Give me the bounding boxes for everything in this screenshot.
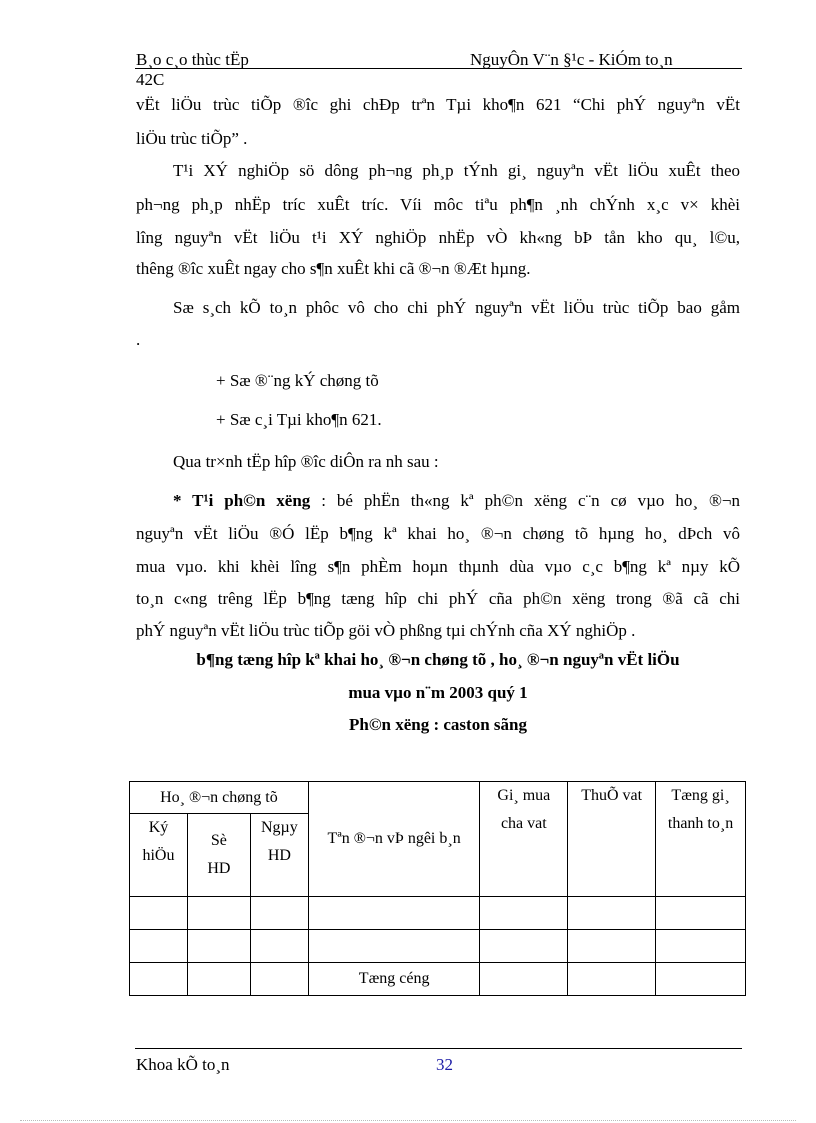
- paragraph-5-line-4: to¸n c«ng trêng lËp b¶ng tæng hîp chi phÝ cña ph©n xëng trong ®ã cã chi: [136, 589, 740, 608]
- paragraph-3-line-1: Sæ s¸ch kÕ to¸n phôc vô cho chi phÝ nguyªn vËt liÖu trùc tiÕp bao gåm: [173, 298, 740, 317]
- list-item-1: + Sæ ®¨ng kÝ chøng tõ: [216, 371, 379, 390]
- header-right: NguyÔn V¨n §¹c - KiÓm to¸n: [470, 50, 673, 69]
- header-symbol: Ký hiÖu: [130, 814, 188, 897]
- total-label: Tæng céng: [308, 963, 480, 996]
- table-total-row: [130, 963, 746, 996]
- header-divider: [135, 68, 742, 69]
- paragraph-5-line-3: mua vµo. khi khèi lîng s¶n phÈm hoµn thµnh dùa vµo c¸c b¶ng kª nµy kÕ: [136, 557, 740, 576]
- footer-divider: [135, 1048, 742, 1049]
- header-invoice-group: Ho¸ ®¬n chøng tõ: [130, 782, 309, 814]
- paragraph-4: Qua tr×nh tËp hîp ®îc diÔn ra nh sau :: [173, 452, 439, 471]
- header-left: B¸o c¸o thùc tËp: [136, 50, 249, 69]
- header-invoice-number: Sè HD: [187, 814, 250, 897]
- paragraph-5-line-2: nguyªn vËt liÖu ®Ó lËp b¶ng kª khai ho¸ ®¬n chøng tõ hµng ho¸ dÞch vô: [136, 524, 740, 543]
- paragraph-2-line-1: T¹i XÝ nghiÖp sö dông ph¬ng ph¸p tÝnh gi¸ nguyªn vËt liÖu xuÊt theo: [173, 161, 740, 180]
- paragraph-5-bold: * T¹i ph©n xëng: [173, 491, 311, 510]
- table-title-line-3: Ph©n xëng : caston sãng: [348, 715, 527, 734]
- header-price: Gi¸ mua cha vat: [480, 782, 568, 897]
- paragraph-3-line-2: .: [136, 330, 141, 349]
- paragraph-1-line-2: liÖu trùc tiÕp” .: [136, 129, 248, 148]
- table-title-line-2: mua vµo n¨m 2003 quý 1: [348, 683, 528, 702]
- paragraph-5-line-1: [173, 487, 740, 515]
- page-number: 32: [436, 1055, 453, 1074]
- table-row: [130, 930, 746, 963]
- page-edge: [20, 1120, 796, 1121]
- paragraph-2-line-2: ph¬ng ph¸p nhËp tríc xuÊt tríc. Víi môc tiªu ph¶n ¸nh chÝnh x¸c v× khèi: [136, 195, 740, 214]
- table-row: [130, 897, 746, 930]
- header-invoice-date: Ngµy HD: [250, 814, 308, 897]
- table-title-line-1: b¶ng tæng hîp kª khai ho¸ ®¬n chøng tõ , ho¸ ®¬n nguyªn vËt liÖu: [196, 650, 680, 669]
- header-seller-name: Tªn ®¬n vÞ ngêi b¸n: [308, 782, 480, 897]
- paragraph-2-line-3: lîng nguyªn vËt liÖu t¹i XÝ nghiÖp nhËp vÒ kh«ng bÞ tån kho qu¸ l©u,: [136, 228, 740, 247]
- paragraph-5-line-1-text: : bé phËn th«ng kª ph©n xëng c¨n cø vµo ho¸ ®¬n: [310, 491, 740, 510]
- paragraph-2-line-4: thêng ®îc xuÊt ngay cho s¶n xuÊt khi cã ®¬n ®Æt hµng.: [136, 259, 531, 278]
- footer-left: Khoa kÕ to¸n: [136, 1055, 230, 1074]
- header-vat: ThuÕ vat: [568, 782, 656, 897]
- list-item-2: + Sæ c¸i Tµi kho¶n 621.: [216, 410, 382, 429]
- paragraph-1-line-1: vËt liÖu trùc tiÕp ®îc ghi chÐp trªn Tµi kho¶n 621 “Chi phÝ nguyªn vËt: [136, 95, 740, 114]
- header-total-payment: Tæng gi¸ thanh to¸n: [656, 782, 746, 897]
- paragraph-5-line-5: phÝ nguyªn vËt liÖu trùc tiÕp göi vÒ phßng tµi chÝnh cña XÝ nghiÖp .: [136, 621, 636, 640]
- header-class: 42C: [136, 70, 165, 89]
- invoice-summary-table: [129, 781, 746, 996]
